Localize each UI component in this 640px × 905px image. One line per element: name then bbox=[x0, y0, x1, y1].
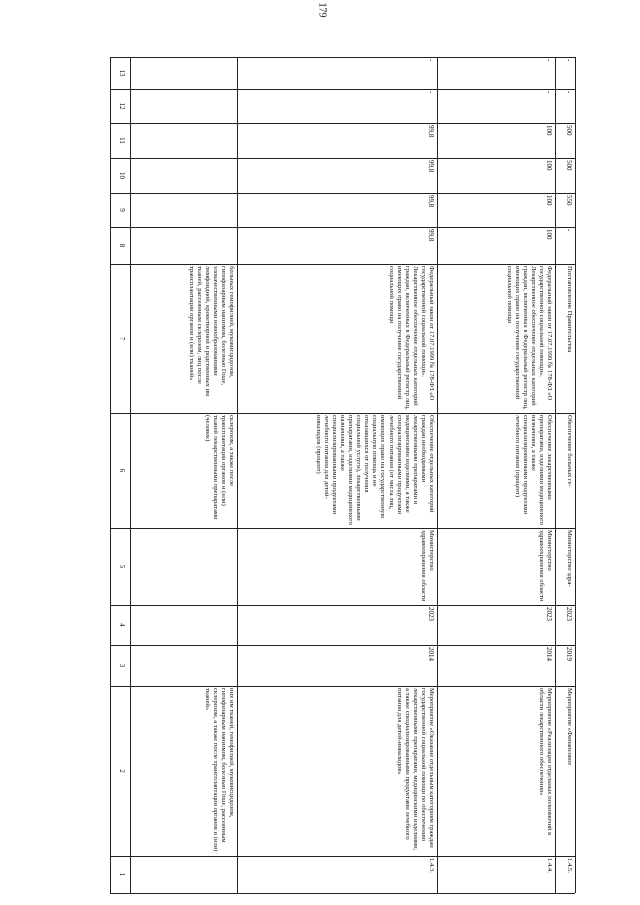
table-cell-text: 2023 bbox=[427, 607, 435, 621]
table-cell bbox=[130, 158, 237, 193]
table-cell bbox=[437, 645, 555, 686]
header-cell-10 bbox=[110, 158, 130, 193]
table-cell bbox=[130, 528, 237, 605]
table-cell bbox=[555, 227, 575, 264]
table-cell bbox=[237, 686, 437, 856]
header-cell-5 bbox=[110, 528, 130, 605]
table-cell bbox=[437, 158, 555, 193]
table-cell-text: больных гемофилией, муковисцидозом, гипофизарным нанизмом, болезнью Гоше, злокачественными новообразованиями лимфоидной, кроветворной и родственных им тканей, рассеянным склерозом, лиц после трансплантации органов и (или) тканей» bbox=[187, 266, 235, 397]
table-cell bbox=[237, 645, 437, 686]
table-cell-text bbox=[130, 227, 237, 264]
table-cell-text: 1.4.3. bbox=[428, 858, 435, 873]
header-cell-5-text: 5 bbox=[118, 564, 126, 569]
table-cell bbox=[237, 528, 437, 605]
table-cell-text: Мероприятие «Оказание отдельным категориям граждан государственной социальной помощи по обеспечению лекарственными препаратами, медицинскими изделиями, а также специализированными продуктами лечебного питания для детей-инвалидов» bbox=[395, 688, 435, 851]
header-cell-13-text: 13 bbox=[118, 69, 126, 77]
table-cell-text: - bbox=[565, 59, 573, 62]
table-cell bbox=[130, 605, 237, 645]
table-cell bbox=[237, 193, 437, 227]
table-cell bbox=[555, 89, 575, 123]
table-cell-text: - bbox=[545, 91, 553, 94]
table-cell-text: 2023 bbox=[545, 607, 553, 621]
table-cell-text: Министерство здравоохранения области bbox=[537, 530, 553, 602]
table-cell bbox=[237, 264, 437, 413]
header-cell-7 bbox=[110, 264, 130, 413]
table-cell-text bbox=[130, 528, 237, 605]
table-cell-text: - bbox=[565, 91, 573, 94]
table-cell-text: - bbox=[565, 229, 573, 232]
table-cell bbox=[237, 123, 437, 158]
page-number-text: 179 bbox=[316, 2, 328, 18]
table-cell bbox=[437, 227, 555, 264]
table-cell bbox=[437, 413, 555, 528]
table-cell bbox=[130, 264, 237, 413]
table-cell bbox=[237, 57, 437, 89]
table-cell bbox=[130, 193, 237, 227]
header-cell-3 bbox=[110, 645, 130, 686]
table-cell bbox=[130, 413, 237, 528]
table-cell bbox=[555, 856, 575, 893]
table-cell-text bbox=[130, 123, 237, 158]
table-cell bbox=[555, 413, 575, 528]
table-cell bbox=[555, 193, 575, 227]
table-cell-text: - bbox=[427, 91, 435, 94]
table-cell-text bbox=[130, 605, 237, 645]
table-cell-text: них им тканей, гемофилией, муковисцидозом, гипофизарным нанизмом, болезнью Гоше, рассеянным склерозом, а также после трансплантации органов и (или) тканей» bbox=[203, 688, 235, 852]
table-cell bbox=[555, 686, 575, 856]
table-cell bbox=[237, 227, 437, 264]
header-cell-4 bbox=[110, 605, 130, 645]
row-border bbox=[575, 57, 576, 893]
table-cell-text: 2014 bbox=[545, 647, 553, 661]
table-cell-text: Мероприятие «Реализация отдельных полномочий в области лекарственного обеспечения» bbox=[537, 688, 553, 836]
header-cell-9 bbox=[110, 193, 130, 227]
table-cell bbox=[437, 605, 555, 645]
table-cell bbox=[555, 528, 575, 605]
table-cell bbox=[237, 856, 437, 893]
table-cell-text: 2023 bbox=[565, 607, 573, 621]
header-cell-6 bbox=[110, 413, 130, 528]
table-cell bbox=[130, 227, 237, 264]
table-cell-text: 500 bbox=[565, 160, 573, 171]
table-cell bbox=[130, 89, 237, 123]
table-cell bbox=[437, 123, 555, 158]
table-cell bbox=[437, 193, 555, 227]
header-cell-11 bbox=[110, 123, 130, 158]
header-cell-7-text: 7 bbox=[118, 336, 126, 341]
header-cell-9-text: 9 bbox=[118, 208, 126, 212]
table-cell-text: 1.4.4. bbox=[546, 858, 553, 873]
table-cell-text: Министерство здравоохранения области bbox=[419, 530, 435, 602]
header-cell-3-text: 3 bbox=[118, 663, 126, 668]
table-cell bbox=[437, 856, 555, 893]
table-cell-text bbox=[130, 158, 237, 193]
table-cell bbox=[437, 89, 555, 123]
table-cell-text: 100 bbox=[545, 229, 553, 240]
table-cell bbox=[237, 413, 437, 528]
header-cell-6-text: 6 bbox=[118, 468, 126, 473]
header-cell-2-text: 2 bbox=[118, 769, 126, 773]
table-cell-text: Постановление Правительства bbox=[566, 266, 573, 353]
header-cell-12 bbox=[110, 89, 130, 123]
table-cell-text: 2019 bbox=[565, 647, 573, 661]
header-cell-2 bbox=[110, 686, 130, 856]
table-cell-text: склерозом, а также после трансплантации органов и (или) тканей лекарственными препаратами (человек) bbox=[203, 415, 235, 520]
table-cell-text: 99,8 bbox=[427, 125, 435, 138]
table-cell bbox=[555, 123, 575, 158]
header-cell-8-text: 8 bbox=[118, 243, 126, 248]
table-cell-text: 550 bbox=[565, 195, 573, 206]
header-cell-12-text: 12 bbox=[118, 102, 126, 110]
table-cell bbox=[130, 123, 237, 158]
table-cell bbox=[237, 605, 437, 645]
table-cell-text: 100 bbox=[545, 125, 553, 136]
table-cell bbox=[437, 57, 555, 89]
table-cell bbox=[237, 89, 437, 123]
table-cell-text: 1.4.5. bbox=[566, 858, 573, 873]
table-cell-text: - bbox=[545, 59, 553, 62]
header-cell-1 bbox=[110, 856, 130, 893]
table-cell-text: Федеральный закон от 17.07.1999 № 178-ФЗ «О государственной социальной помощи». Лекарственное обеспечение отдельных категорий граждан, включенных в Федеральный регистр лиц, имеющих право на получение государственной социальной помощи bbox=[505, 266, 553, 410]
table-cell bbox=[130, 57, 237, 89]
table-cell bbox=[130, 686, 237, 856]
header-cell-10-text: 10 bbox=[118, 172, 126, 179]
header-cell-1-text: 1 bbox=[118, 872, 126, 877]
table-cell-text: Федеральный закон от 17.07.1999 № 178-ФЗ «О государственной социальной помощи». Лекарственное обеспечение отдельных категорий граждан, включенных в Федеральный регистр лиц, имеющих право на получение государственной социальной помощи bbox=[387, 266, 435, 410]
table-cell-text: 100 bbox=[545, 160, 553, 171]
table-cell bbox=[555, 158, 575, 193]
table-cell-text: Министерство здра- bbox=[566, 530, 573, 587]
table-cell bbox=[555, 57, 575, 89]
table-cell-text: - bbox=[427, 59, 435, 62]
header-cell-13 bbox=[110, 57, 130, 89]
table-cell-text: Обеспечение отдельных категорий граждан необходимыми лекарственными препаратами и медицинскими изделиями, а также специализированными продуктами лечебного питания (от числа лиц, имеющих право на государственную социальную помощь и не отказавшихся от получения социальной услуги), лекарственными препаратами, изделиями медицинского назначения, а также специализированными продуктами лечебного питания для детей-инвалидов (процент) bbox=[314, 415, 435, 526]
table-cell bbox=[437, 528, 555, 605]
table-cell bbox=[130, 645, 237, 686]
table-cell-text: Обеспечение больных ге- bbox=[566, 415, 573, 487]
header-cell-4-text: 4 bbox=[118, 623, 126, 627]
table-cell bbox=[555, 605, 575, 645]
table-cell-text: 100 bbox=[545, 195, 553, 206]
table-cell-text: 99,8 bbox=[427, 195, 435, 208]
table-cell-text: 99,8 bbox=[427, 229, 435, 242]
table-cell-text: 99,8 bbox=[427, 160, 435, 173]
table-cell-text bbox=[130, 89, 237, 123]
table-cell-text: 2014 bbox=[427, 647, 435, 661]
table-cell-text bbox=[130, 856, 237, 893]
header-cell-8 bbox=[110, 227, 130, 264]
table-cell bbox=[555, 645, 575, 686]
table-cell bbox=[237, 158, 437, 193]
header-cell-11-text: 11 bbox=[118, 137, 126, 144]
table-cell-text: Обеспечение лекарственными препаратами, изделиями медицинского назначения, а также специализированными продуктами лечебного питания (процент) bbox=[513, 415, 553, 526]
table-cell-text bbox=[130, 193, 237, 227]
table-cell-text: Мероприятие «Финансовое bbox=[566, 688, 573, 766]
table-cell-text: 500 bbox=[565, 125, 573, 136]
table-cell bbox=[555, 264, 575, 413]
table-cell bbox=[437, 264, 555, 413]
table-cell-text bbox=[130, 57, 237, 89]
table-cell bbox=[437, 686, 555, 856]
table-cell bbox=[130, 856, 237, 893]
table-cell-text bbox=[130, 645, 237, 686]
column-border bbox=[110, 893, 575, 894]
page-number bbox=[307, 3, 337, 17]
